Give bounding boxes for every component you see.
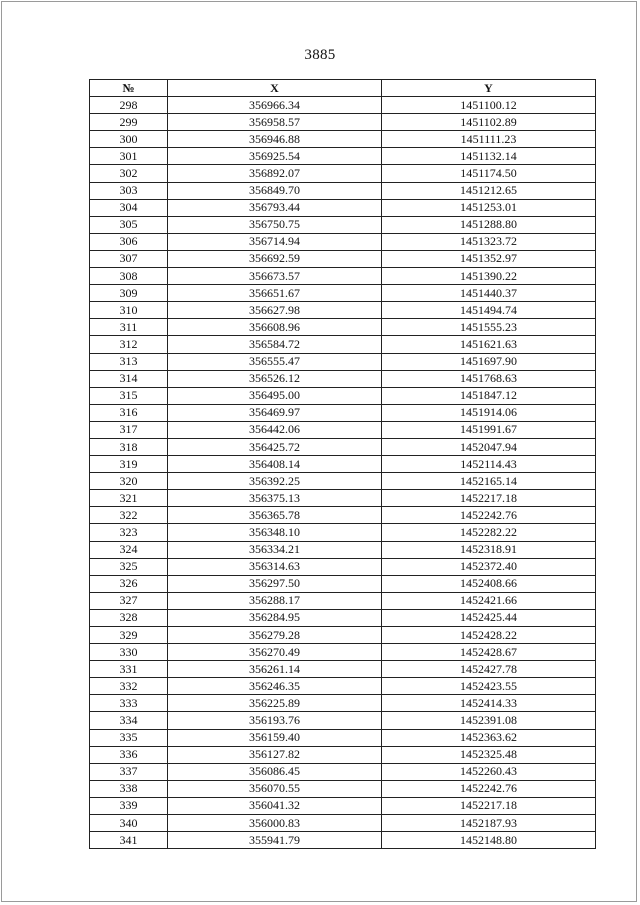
table-row bbox=[90, 182, 596, 199]
y-coordinate-cell: 1452423.55 bbox=[382, 678, 596, 695]
point-number-cell: 302 bbox=[90, 165, 168, 182]
point-number-cell: 334 bbox=[90, 712, 168, 729]
x-coordinate-cell: 356925.54 bbox=[168, 148, 382, 165]
point-number-cell: 327 bbox=[90, 592, 168, 609]
point-number-cell: 306 bbox=[90, 233, 168, 250]
point-number-cell: 336 bbox=[90, 746, 168, 763]
point-number-cell: 309 bbox=[90, 285, 168, 302]
page-number: 3885 bbox=[304, 47, 336, 63]
x-coordinate-cell: 356392.25 bbox=[168, 473, 382, 490]
x-coordinate-cell: 356070.55 bbox=[168, 780, 382, 797]
table-row bbox=[90, 763, 596, 780]
x-coordinate-cell: 356348.10 bbox=[168, 524, 382, 541]
y-coordinate-cell: 1452425.44 bbox=[382, 609, 596, 626]
x-coordinate-cell: 356288.17 bbox=[168, 592, 382, 609]
table-row bbox=[90, 592, 596, 609]
point-number-cell: 330 bbox=[90, 644, 168, 661]
x-coordinate-cell: 356000.83 bbox=[168, 815, 382, 832]
y-coordinate-cell: 1452428.67 bbox=[382, 644, 596, 661]
table-row bbox=[90, 661, 596, 678]
table-row bbox=[90, 353, 596, 370]
table-row bbox=[90, 609, 596, 626]
table-row bbox=[90, 131, 596, 148]
y-coordinate-cell: 1451212.65 bbox=[382, 182, 596, 199]
y-coordinate-cell: 1452217.18 bbox=[382, 490, 596, 507]
table-row bbox=[90, 729, 596, 746]
y-coordinate-cell: 1451914.06 bbox=[382, 404, 596, 421]
table-row bbox=[90, 216, 596, 233]
point-number-cell: 298 bbox=[90, 97, 168, 114]
x-coordinate-cell: 356279.28 bbox=[168, 627, 382, 644]
point-number-cell: 313 bbox=[90, 353, 168, 370]
x-coordinate-cell: 355941.79 bbox=[168, 832, 382, 849]
table-row bbox=[90, 524, 596, 541]
table-row bbox=[90, 815, 596, 832]
x-coordinate-cell: 356261.14 bbox=[168, 661, 382, 678]
x-coordinate-cell: 356365.78 bbox=[168, 507, 382, 524]
point-number-cell: 310 bbox=[90, 302, 168, 319]
y-coordinate-cell: 1451697.90 bbox=[382, 353, 596, 370]
table-row bbox=[90, 404, 596, 421]
point-number-cell: 314 bbox=[90, 370, 168, 387]
point-number-cell: 312 bbox=[90, 336, 168, 353]
x-coordinate-cell: 356651.67 bbox=[168, 285, 382, 302]
y-coordinate-cell: 1452242.76 bbox=[382, 780, 596, 797]
point-number-cell: 315 bbox=[90, 387, 168, 404]
point-number-cell: 317 bbox=[90, 421, 168, 438]
table-row bbox=[90, 541, 596, 558]
header-x: X bbox=[168, 80, 382, 97]
point-number-cell: 303 bbox=[90, 182, 168, 199]
point-number-cell: 319 bbox=[90, 456, 168, 473]
table-row bbox=[90, 148, 596, 165]
y-coordinate-cell: 1451494.74 bbox=[382, 302, 596, 319]
table-row bbox=[90, 165, 596, 182]
header-y: Y bbox=[382, 80, 596, 97]
x-coordinate-cell: 356849.70 bbox=[168, 182, 382, 199]
x-coordinate-cell: 356334.21 bbox=[168, 541, 382, 558]
table-row bbox=[90, 233, 596, 250]
x-coordinate-cell: 356041.32 bbox=[168, 797, 382, 814]
y-coordinate-cell: 1451847.12 bbox=[382, 387, 596, 404]
table-row bbox=[90, 678, 596, 695]
point-number-cell: 304 bbox=[90, 199, 168, 216]
point-number-cell: 322 bbox=[90, 507, 168, 524]
x-coordinate-cell: 356284.95 bbox=[168, 609, 382, 626]
y-coordinate-cell: 1451991.67 bbox=[382, 421, 596, 438]
table-row bbox=[90, 558, 596, 575]
x-coordinate-cell: 356246.35 bbox=[168, 678, 382, 695]
table-row bbox=[90, 644, 596, 661]
y-coordinate-cell: 1451102.89 bbox=[382, 114, 596, 131]
point-number-cell: 316 bbox=[90, 404, 168, 421]
point-number-cell: 331 bbox=[90, 661, 168, 678]
table-row bbox=[90, 302, 596, 319]
x-coordinate-cell: 356526.12 bbox=[168, 370, 382, 387]
table-row bbox=[90, 490, 596, 507]
table-header-row bbox=[90, 80, 596, 97]
y-coordinate-cell: 1451555.23 bbox=[382, 319, 596, 336]
y-coordinate-cell: 1452187.93 bbox=[382, 815, 596, 832]
y-coordinate-cell: 1452318.91 bbox=[382, 541, 596, 558]
point-number-cell: 326 bbox=[90, 575, 168, 592]
table-row bbox=[90, 438, 596, 455]
point-number-cell: 305 bbox=[90, 216, 168, 233]
y-coordinate-cell: 1452260.43 bbox=[382, 763, 596, 780]
table-row bbox=[90, 575, 596, 592]
x-coordinate-cell: 356584.72 bbox=[168, 336, 382, 353]
x-coordinate-cell: 356793.44 bbox=[168, 199, 382, 216]
table-row bbox=[90, 199, 596, 216]
y-coordinate-cell: 1452414.33 bbox=[382, 695, 596, 712]
table-row bbox=[90, 627, 596, 644]
x-coordinate-cell: 356946.88 bbox=[168, 131, 382, 148]
point-number-cell: 339 bbox=[90, 797, 168, 814]
point-number-cell: 332 bbox=[90, 678, 168, 695]
table-row bbox=[90, 456, 596, 473]
y-coordinate-cell: 1452148.80 bbox=[382, 832, 596, 849]
table-row bbox=[90, 387, 596, 404]
point-number-cell: 329 bbox=[90, 627, 168, 644]
x-coordinate-cell: 356193.76 bbox=[168, 712, 382, 729]
table-row bbox=[90, 507, 596, 524]
point-number-cell: 311 bbox=[90, 319, 168, 336]
y-coordinate-cell: 1451352.97 bbox=[382, 250, 596, 267]
x-coordinate-cell: 356408.14 bbox=[168, 456, 382, 473]
y-coordinate-cell: 1452217.18 bbox=[382, 797, 596, 814]
table-row bbox=[90, 712, 596, 729]
x-coordinate-cell: 356495.00 bbox=[168, 387, 382, 404]
point-number-cell: 307 bbox=[90, 250, 168, 267]
y-coordinate-cell: 1452408.66 bbox=[382, 575, 596, 592]
header-number: № bbox=[90, 80, 168, 97]
point-number-cell: 308 bbox=[90, 268, 168, 285]
x-coordinate-cell: 356750.75 bbox=[168, 216, 382, 233]
table-row bbox=[90, 473, 596, 490]
y-coordinate-cell: 1451323.72 bbox=[382, 233, 596, 250]
y-coordinate-cell: 1452372.40 bbox=[382, 558, 596, 575]
table-row bbox=[90, 250, 596, 267]
table-row bbox=[90, 695, 596, 712]
table-row bbox=[90, 832, 596, 849]
x-coordinate-cell: 356673.57 bbox=[168, 268, 382, 285]
y-coordinate-cell: 1451390.22 bbox=[382, 268, 596, 285]
coordinates-table bbox=[89, 79, 596, 849]
y-coordinate-cell: 1452428.22 bbox=[382, 627, 596, 644]
y-coordinate-cell: 1451768.63 bbox=[382, 370, 596, 387]
table-row bbox=[90, 746, 596, 763]
y-coordinate-cell: 1451132.14 bbox=[382, 148, 596, 165]
x-coordinate-cell: 356159.40 bbox=[168, 729, 382, 746]
table-row bbox=[90, 268, 596, 285]
y-coordinate-cell: 1452242.76 bbox=[382, 507, 596, 524]
y-coordinate-cell: 1451100.12 bbox=[382, 97, 596, 114]
x-coordinate-cell: 356225.89 bbox=[168, 695, 382, 712]
x-coordinate-cell: 356627.98 bbox=[168, 302, 382, 319]
y-coordinate-cell: 1451253.01 bbox=[382, 199, 596, 216]
point-number-cell: 335 bbox=[90, 729, 168, 746]
table-row bbox=[90, 97, 596, 114]
point-number-cell: 328 bbox=[90, 609, 168, 626]
y-coordinate-cell: 1451440.37 bbox=[382, 285, 596, 302]
point-number-cell: 321 bbox=[90, 490, 168, 507]
x-coordinate-cell: 356297.50 bbox=[168, 575, 382, 592]
x-coordinate-cell: 356127.82 bbox=[168, 746, 382, 763]
table-row bbox=[90, 370, 596, 387]
point-number-cell: 340 bbox=[90, 815, 168, 832]
y-coordinate-cell: 1451174.50 bbox=[382, 165, 596, 182]
x-coordinate-cell: 356442.06 bbox=[168, 421, 382, 438]
x-coordinate-cell: 356892.07 bbox=[168, 165, 382, 182]
point-number-cell: 301 bbox=[90, 148, 168, 165]
y-coordinate-cell: 1452114.43 bbox=[382, 456, 596, 473]
x-coordinate-cell: 356270.49 bbox=[168, 644, 382, 661]
y-coordinate-cell: 1451288.80 bbox=[382, 216, 596, 233]
x-coordinate-cell: 356608.96 bbox=[168, 319, 382, 336]
point-number-cell: 300 bbox=[90, 131, 168, 148]
x-coordinate-cell: 356086.45 bbox=[168, 763, 382, 780]
y-coordinate-cell: 1452391.08 bbox=[382, 712, 596, 729]
y-coordinate-cell: 1451621.63 bbox=[382, 336, 596, 353]
y-coordinate-cell: 1452363.62 bbox=[382, 729, 596, 746]
point-number-cell: 338 bbox=[90, 780, 168, 797]
table-row bbox=[90, 285, 596, 302]
y-coordinate-cell: 1452282.22 bbox=[382, 524, 596, 541]
y-coordinate-cell: 1452047.94 bbox=[382, 438, 596, 455]
y-coordinate-cell: 1452427.78 bbox=[382, 661, 596, 678]
y-coordinate-cell: 1452421.66 bbox=[382, 592, 596, 609]
x-coordinate-cell: 356555.47 bbox=[168, 353, 382, 370]
table-body bbox=[90, 97, 596, 849]
point-number-cell: 318 bbox=[90, 438, 168, 455]
x-coordinate-cell: 356469.97 bbox=[168, 404, 382, 421]
point-number-cell: 325 bbox=[90, 558, 168, 575]
point-number-cell: 337 bbox=[90, 763, 168, 780]
y-coordinate-cell: 1452165.14 bbox=[382, 473, 596, 490]
y-coordinate-cell: 1452325.48 bbox=[382, 746, 596, 763]
point-number-cell: 341 bbox=[90, 832, 168, 849]
table-row bbox=[90, 780, 596, 797]
point-number-cell: 299 bbox=[90, 114, 168, 131]
point-number-cell: 323 bbox=[90, 524, 168, 541]
x-coordinate-cell: 356375.13 bbox=[168, 490, 382, 507]
x-coordinate-cell: 356425.72 bbox=[168, 438, 382, 455]
point-number-cell: 324 bbox=[90, 541, 168, 558]
table-row bbox=[90, 319, 596, 336]
table-row bbox=[90, 114, 596, 131]
table-row bbox=[90, 797, 596, 814]
x-coordinate-cell: 356958.57 bbox=[168, 114, 382, 131]
x-coordinate-cell: 356714.94 bbox=[168, 233, 382, 250]
x-coordinate-cell: 356314.63 bbox=[168, 558, 382, 575]
point-number-cell: 333 bbox=[90, 695, 168, 712]
table-row bbox=[90, 421, 596, 438]
x-coordinate-cell: 356692.59 bbox=[168, 250, 382, 267]
y-coordinate-cell: 1451111.23 bbox=[382, 131, 596, 148]
x-coordinate-cell: 356966.34 bbox=[168, 97, 382, 114]
table-row bbox=[90, 336, 596, 353]
point-number-cell: 320 bbox=[90, 473, 168, 490]
